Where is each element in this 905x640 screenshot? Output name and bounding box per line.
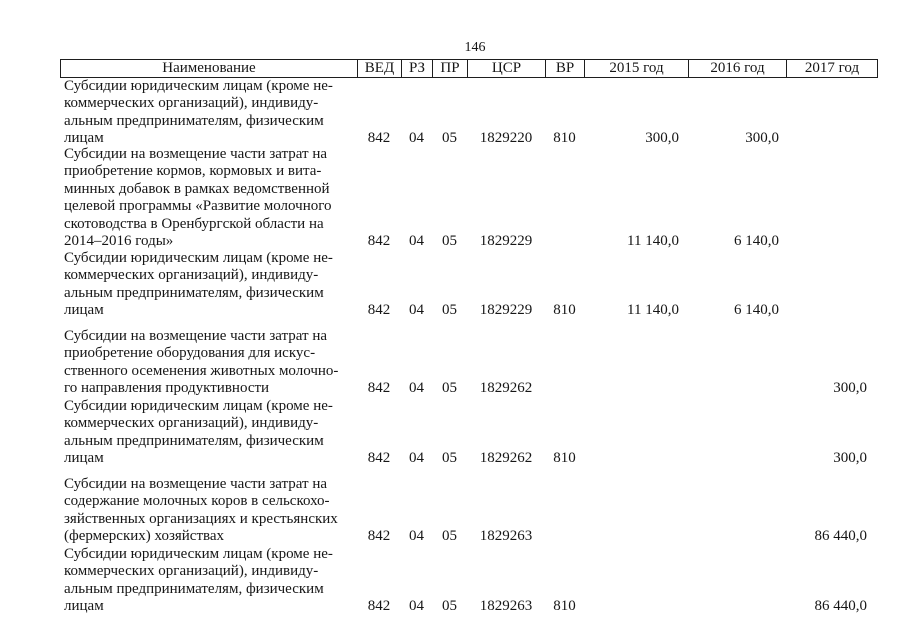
page-number: 146 [464,40,486,55]
amount-2015: 300,0 [645,130,679,147]
ved-code: 842 [367,380,391,397]
row-name-line: содержание молочных коров в сельскохо- [64,493,330,510]
vr-code: 810 [553,130,576,147]
row-values [0,450,905,467]
csr-code: 1829262 [479,450,533,467]
row-name-line: Субсидии юридическим лицам (кроме не- [64,546,333,562]
ved-code: 842 [367,450,391,467]
row-name-line: ственного осеменения животных молочно- [64,362,339,379]
ved-code: 842 [367,232,391,249]
header-rz: РЗ [402,60,433,77]
table-row [0,146,905,250]
header-2015: 2015 год [585,60,689,77]
rz-code: 04 [409,450,424,467]
csr-code: 1829229 [479,302,533,319]
pr-code: 05 [442,528,457,545]
row-name-line: коммерческих организаций), индивиду- [64,267,319,284]
table-row [0,546,905,616]
row-name-line: лицам [64,302,104,319]
amount-2017: 86 440,0 [814,598,867,615]
ved-code: 842 [367,302,391,319]
ved-code: 842 [367,130,391,147]
row-name-line: коммерческих организаций), индивиду- [64,95,319,112]
row-name-line: целевой программы «Развитие молочного [64,198,332,215]
row-name-line: Субсидии на возмещение части затрат на [64,328,328,344]
csr-code: 1829263 [479,598,533,615]
table-row [0,328,905,398]
header-2017: 2017 год [787,60,878,77]
row-name-line: Субсидии на возмещение части затрат на [64,476,328,492]
table-row [0,476,905,546]
row-name-line: коммерческих организаций), индивиду- [64,563,319,580]
row-name-line: альным предпринимателям, физическим [64,112,324,129]
csr-code: 1829229 [479,232,533,249]
header-vr: ВР [546,60,585,77]
csr-code: 1829262 [479,380,533,397]
table-row [0,398,905,468]
pr-code: 05 [442,380,457,397]
table-row [0,250,905,320]
ved-code: 842 [367,528,391,545]
amount-2016: 300,0 [745,130,779,147]
pr-code: 05 [442,598,457,615]
row-values [0,233,905,250]
csr-code: 1829220 [479,130,533,147]
pr-code: 05 [442,450,457,467]
row-name-line: Субсидии на возмещение части затрат на [64,146,328,162]
row-values [0,130,905,147]
amount-2015: 11 140,0 [627,232,679,249]
row-name-line: лицам [64,130,104,147]
row-name-line: Субсидии юридическим лицам (кроме не- [64,250,333,266]
row-values [0,380,905,397]
amount-2017: 300,0 [833,380,867,397]
header-pr: ПР [433,60,468,77]
ved-code: 842 [367,598,391,615]
rz-code: 04 [409,232,424,249]
table-header [60,59,878,78]
header-ved: ВЕД [358,60,402,77]
row-name-line: (фермерских) хозяйствах [64,528,225,545]
row-name-line: лицам [64,598,104,615]
row-name-line: Субсидии юридическим лицам (кроме не- [64,398,333,414]
rz-code: 04 [409,380,424,397]
row-name-line: зяйственных организациях и крестьянских [64,510,338,527]
pr-code: 05 [442,302,457,319]
header-csr: ЦСР [468,60,546,77]
row-name-line: альным предпринимателям, физическим [64,284,324,301]
row-name-line: приобретение кормов, кормовых и вита- [64,163,322,180]
rz-code: 04 [409,130,424,147]
row-name-line: 2014–2016 годы» [64,232,174,249]
row-values [0,598,905,615]
row-name-line: Субсидии юридическим лицам (кроме не- [64,78,333,94]
csr-code: 1829263 [479,528,533,545]
header-name: Наименование [61,60,358,77]
table-row [0,78,905,148]
pr-code: 05 [442,130,457,147]
rz-code: 04 [409,528,424,545]
row-name-line: лицам [64,450,104,467]
row-name-line: коммерческих организаций), индивиду- [64,415,319,432]
pr-code: 05 [442,232,457,249]
vr-code: 810 [553,598,576,615]
row-name-line: го направления продуктивности [64,380,270,397]
vr-code: 810 [553,450,576,467]
row-values [0,302,905,319]
row-values [0,528,905,545]
amount-2016: 6 140,0 [734,232,779,249]
rz-code: 04 [409,302,424,319]
amount-2017: 86 440,0 [814,528,867,545]
row-name-line: альным предпринимателям, физическим [64,580,324,597]
rz-code: 04 [409,598,424,615]
row-name-line: минных добавок в рамках ведомственной [64,180,330,197]
row-name-line: альным предпринимателям, физическим [64,432,324,449]
vr-code: 810 [553,302,576,319]
amount-2016: 6 140,0 [734,302,779,319]
row-name-line: скотоводства в Оренбургской области на [64,215,324,232]
amount-2017: 300,0 [833,450,867,467]
row-name-line: приобретение оборудования для искус- [64,345,316,362]
amount-2015: 11 140,0 [627,302,679,319]
header-2016: 2016 год [689,60,787,77]
